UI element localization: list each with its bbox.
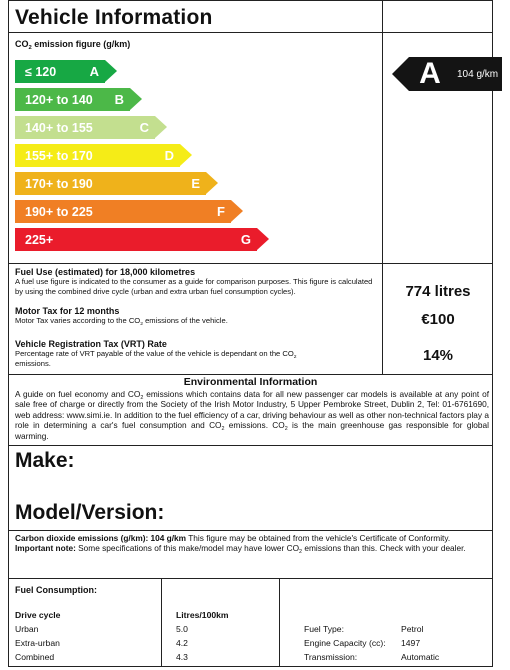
vrt-description: Percentage rate of VRT payable of the value of the vehicle is dependant on the $CO_2$ emissions. (15, 349, 297, 368)
litres-cell: 4.2 (176, 638, 188, 648)
fuel-use-description: A fuel use figure is indicated to the consumer as a guide for comparison purposes. This figure is calculated by using the combined drive cycle (urban and extra urban fuel consumption cycles). (15, 277, 373, 296)
vehicle-information-label (8, 0, 499, 667)
band-letter: F (217, 204, 225, 219)
drive-cycle-cell: Urban (15, 624, 39, 634)
rating-grade: A (419, 57, 441, 90)
divider-env (9, 374, 492, 375)
vehicle-rating-arrow (392, 57, 502, 91)
col-header-litres: Litres/100km (176, 610, 229, 620)
spec-value: Automatic (401, 652, 440, 662)
page-title: Vehicle Information (15, 6, 213, 29)
divider-fc-1 (161, 578, 162, 666)
vrt-section (15, 339, 325, 368)
band-range: 225+ (25, 232, 54, 247)
drive-cycle-cell: Combined (15, 652, 55, 662)
litres-cell: 4.3 (176, 652, 188, 662)
fuel-consumption-heading: Fuel Consumption: (15, 585, 97, 595)
divider-title (9, 32, 382, 33)
spec-label: Engine Capacity (cc): (304, 638, 386, 648)
rating-arrow-tip (392, 57, 409, 91)
spec-value: Petrol (401, 624, 424, 634)
fuel-use-section (15, 267, 375, 296)
band-letter: B (114, 92, 124, 107)
vrt-title: Vehicle Registration Tax (VRT) Rate (15, 339, 167, 349)
band-range: 140+ to 155 (25, 120, 93, 135)
model-version-label: Model/Version: (15, 501, 165, 524)
divider-make (9, 445, 492, 446)
band-letter: A (89, 64, 99, 79)
drive-cycle-cell: Extra-urban (15, 638, 60, 648)
rating-arrow-body (409, 57, 502, 91)
col-header-drive-cycle: Drive cycle (15, 610, 61, 620)
divider-fc-2 (279, 578, 280, 666)
motor-tax-section (15, 306, 375, 326)
band-letter: C (139, 120, 149, 135)
make-label: Make: (15, 449, 75, 472)
divider-bands (9, 263, 492, 264)
motor-tax-value: €100 (421, 311, 455, 328)
vrt-value: 14% (422, 347, 454, 364)
co2-note-bold: Carbon dioxide emissions (g/km): 104 g/km (15, 533, 187, 543)
band-range: 120+ to 140 (25, 92, 93, 107)
fuel-use-value: 774 litres (405, 283, 471, 300)
rating-value: 104 g/km (457, 68, 499, 80)
band-range: ≤ 120 (25, 64, 57, 79)
spec-label: Transmission: (304, 652, 358, 662)
spec-value: 1497 (401, 638, 421, 648)
motor-tax-description: Motor Tax varies according to the $CO_2$ emissions of the vehicle. (15, 316, 228, 327)
important-note-label: Important note: (15, 543, 76, 554)
band-range: 170+ to 190 (25, 176, 93, 191)
co2-scale-heading: $CO_2$ emission figure (g/km) (15, 39, 131, 51)
co2-note: Carbon dioxide emissions (g/km): 104 g/km This figure may be obtained from the vehicle's Certificate of Conformity. Important note: Some specifications of this make/model may have lower $CO_2$ emissions than this. Check with your dealer. (15, 533, 466, 556)
band-letter: G (240, 232, 251, 247)
environmental-title: Environmental Information (183, 376, 318, 388)
band-letter: D (164, 148, 174, 163)
divider-note (9, 578, 492, 579)
band-range: 190+ to 225 (25, 204, 93, 219)
band-range: 155+ to 170 (25, 148, 93, 163)
band-letter: E (191, 176, 200, 191)
spec-label: Fuel Type: (304, 624, 344, 634)
motor-tax-title: Motor Tax for 12 months (15, 306, 120, 316)
litres-cell: 5.0 (176, 624, 188, 634)
divider-model (9, 530, 492, 531)
fuel-use-title: Fuel Use (estimated) for 18,000 kilometres (15, 267, 196, 277)
environmental-text: A guide on fuel economy and $CO_2$ emissions which contains data for all new passenger car models is available at any point of sale free of charge or directly from the Society of the Irish Motor Industry, 5 Upper Pembroke Street, Dublin 2, Tel: 01-6761690, web address: www.simi.ie. In addition to the fuel efficiency of a car, driving behaviour as well as other non-technical factors play a role in determining a car's fuel consumption and $CO_2$ emissions. $CO_2$ is the main greenhouse gas responsible for global warming. (15, 389, 489, 441)
divider-rating-header (382, 32, 492, 33)
